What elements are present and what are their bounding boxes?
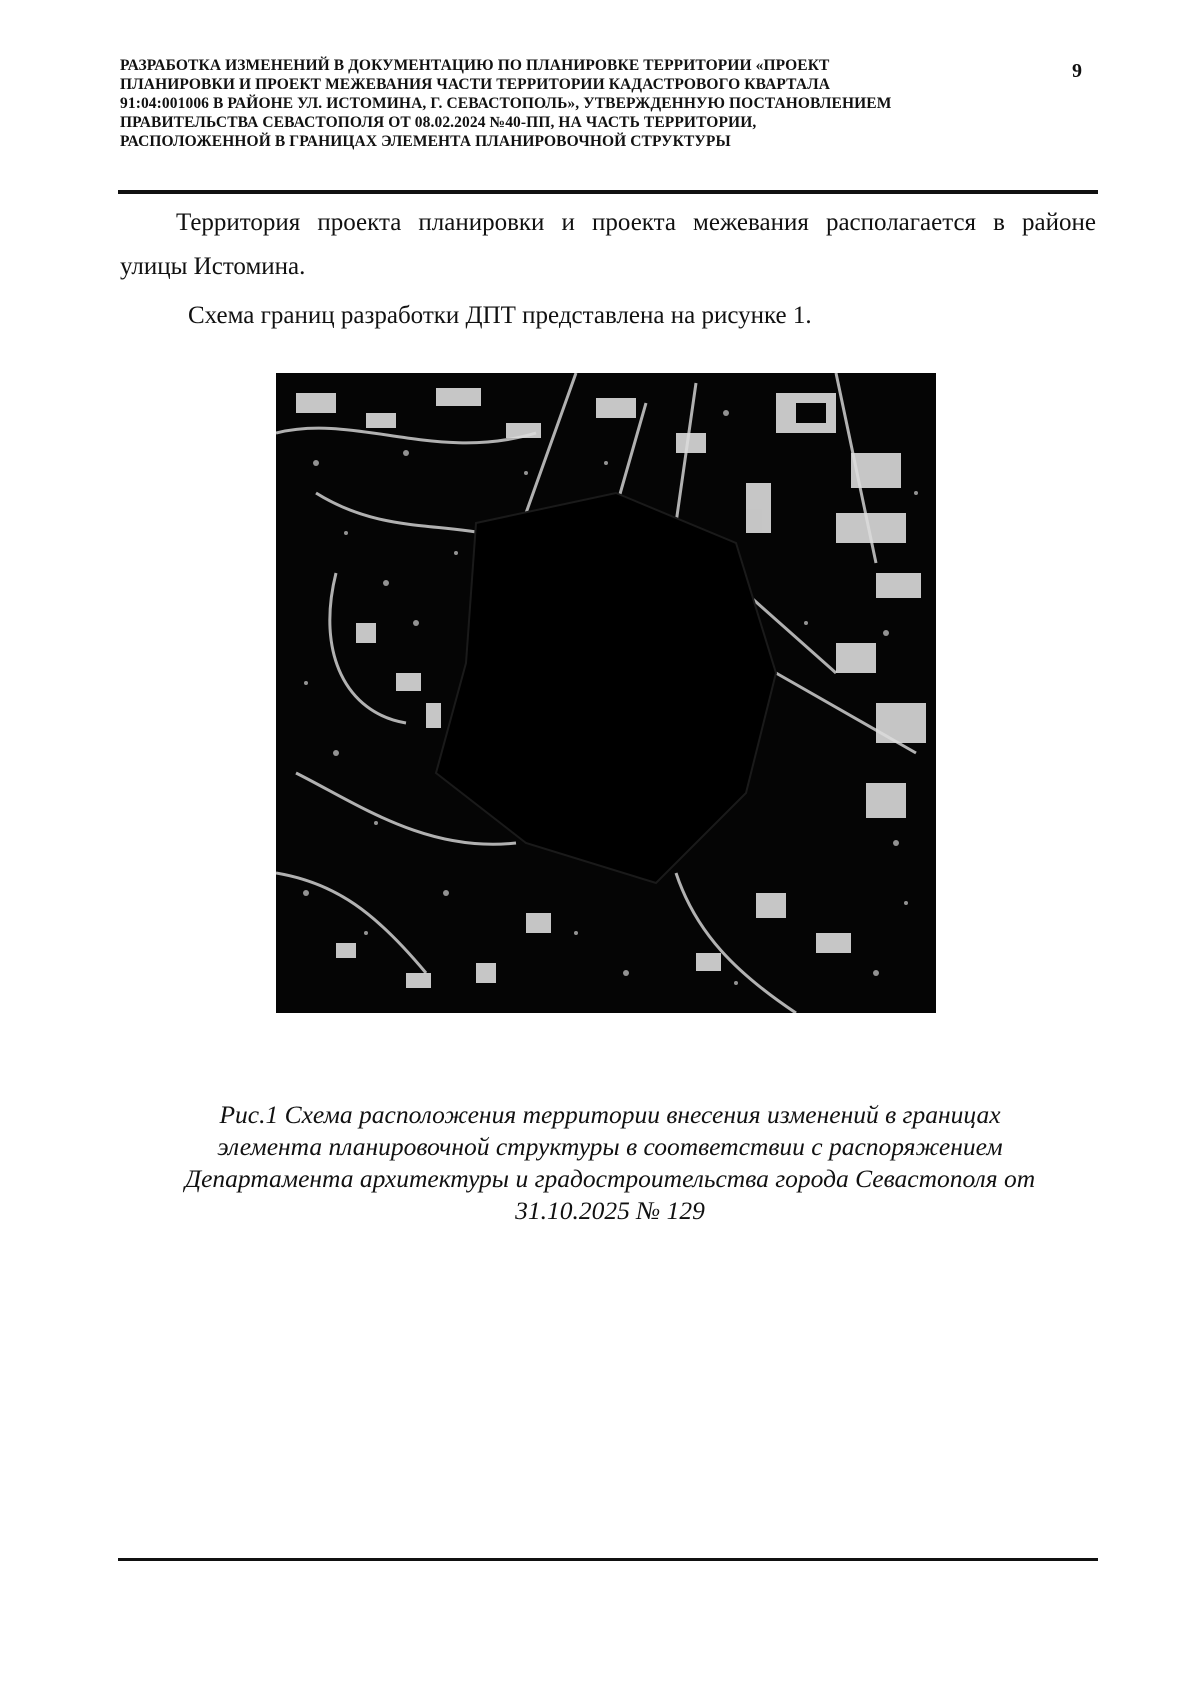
caption-line-4: 31.10.2025 № 129	[515, 1196, 705, 1225]
header-line-5: РАСПОЛОЖЕННОЙ В ГРАНИЦАХ ЭЛЕМЕНТА ПЛАНИРОВОЧНОЙ СТРУКТУРЫ	[120, 133, 731, 150]
header-line-2: ПЛАНИРОВКИ И ПРОЕКТ МЕЖЕВАНИЯ ЧАСТИ ТЕРРИТОРИИ КАДАСТРОВОГО КВАРТАЛА	[120, 76, 831, 93]
caption-line-3: Департамента архитектуры и градостроительства города Севастополя от	[184, 1164, 1036, 1193]
aerial-map-image	[276, 373, 936, 1013]
paragraph-1-line-1: Территория проекта планировки и проекта межевания располагается в районе	[176, 209, 1096, 236]
footer-divider	[118, 1558, 1098, 1561]
paragraph-1-line-2: улицы Истомина.	[120, 253, 306, 280]
header-line-4: ПРАВИТЕЛЬСТВА СЕВАСТОПОЛЯ ОТ 08.02.2024 №40-ПП, НА ЧАСТЬ ТЕРРИТОРИИ,	[120, 114, 757, 131]
caption-line-2: элемента планировочной структуры в соответствии с распоряжением	[217, 1132, 1003, 1161]
header-line-3: 91:04:001006 В РАЙОНЕ УЛ. ИСТОМИНА, Г. СЕВАСТОПОЛЬ», УТВЕРЖДЕННУЮ ПОСТАНОВЛЕНИЕМ	[120, 95, 892, 112]
caption-line-1: Рис.1 Схема расположения территории внесения изменений в границах	[219, 1100, 1001, 1129]
document-header	[120, 56, 1020, 151]
header-line-1: РАЗРАБОТКА ИЗМЕНЕНИЙ В ДОКУМЕНТАЦИЮ ПО ПЛАНИРОВКЕ ТЕРРИТОРИИ «ПРОЕКТ	[120, 57, 830, 74]
figure-aerial-map	[276, 373, 936, 1013]
figure-caption	[130, 1099, 1090, 1227]
page-number: 9	[1072, 60, 1082, 82]
paragraph-2: Схема границ разработки ДПТ представлена на рисунке 1.	[188, 302, 812, 329]
header-divider	[118, 190, 1098, 194]
